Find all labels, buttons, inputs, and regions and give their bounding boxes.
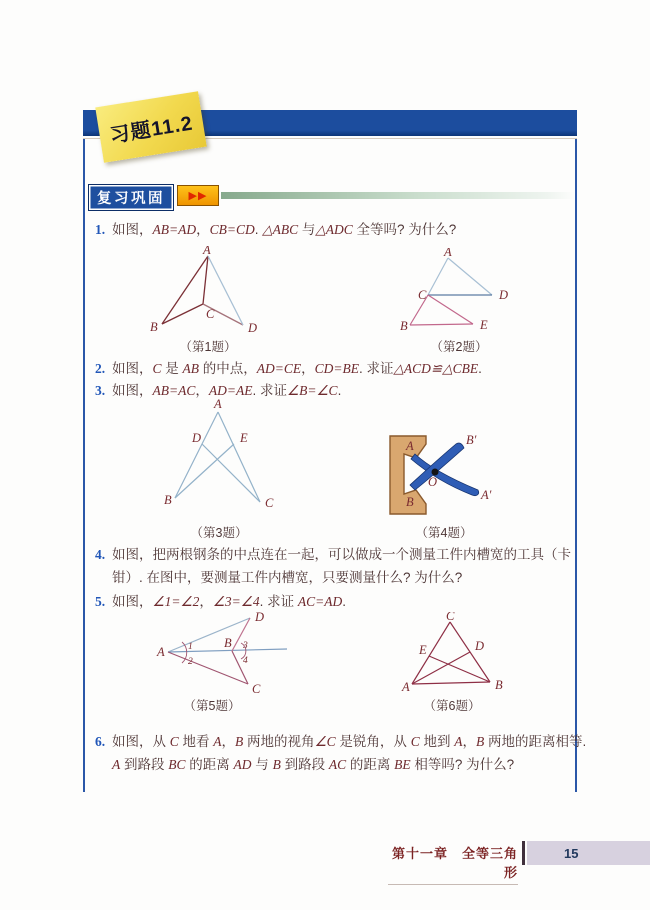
figure-6 — [400, 612, 512, 695]
vertex-label-a: A — [444, 248, 452, 259]
segment-CE — [428, 295, 473, 324]
vertex-label-a: A — [214, 398, 222, 411]
segment-AB — [175, 412, 218, 498]
segment-AB — [162, 256, 208, 324]
vertex-label-b: B — [406, 495, 414, 509]
vertex-label-e: E — [480, 318, 488, 332]
figure-5-caption: （第5题） — [183, 699, 241, 713]
problem-2 — [95, 357, 575, 380]
figure-2 — [395, 248, 545, 332]
problem-number: 1. — [95, 222, 106, 237]
page-number: 15 — [564, 845, 579, 861]
problem-number: 6. — [95, 734, 106, 749]
page-frame-right — [575, 139, 577, 792]
figure-3-caption: （第3题） — [190, 526, 248, 540]
problem-number: 3. — [95, 383, 106, 398]
vertex-label-c: C — [265, 496, 274, 510]
angle-label-1: 1 — [188, 642, 193, 652]
segment-AC — [218, 412, 260, 502]
vertex-label-e: E — [419, 643, 427, 657]
problem-number: 2. — [95, 361, 106, 376]
segment-AD — [448, 258, 492, 295]
problem-text: 如图，AB=AC，AD=AE. 求证∠B=∠C. — [112, 383, 342, 398]
vertex-label-a: A — [203, 246, 211, 257]
figure-1-caption: （第1题） — [179, 340, 237, 354]
vertex-label-d: D — [475, 639, 485, 653]
page-frame-left — [83, 139, 85, 792]
footer-divider — [522, 841, 525, 865]
vertex-label-b-prime: B′ — [466, 433, 477, 447]
section-arrows-icon: ▶▶ — [177, 185, 219, 206]
angle-label-2: 2 — [188, 657, 193, 667]
vertex-label-a: A — [402, 680, 410, 694]
figure-4 — [382, 430, 524, 518]
figure-5 — [155, 612, 303, 700]
section-rule — [221, 192, 575, 199]
vertex-label-o: O — [428, 475, 438, 489]
vertex-label-d: D — [192, 431, 202, 445]
vertex-label-d: D — [248, 321, 258, 335]
vertex-label-a: A — [406, 439, 414, 453]
footer-page-strip — [527, 841, 650, 865]
problem-4 — [95, 543, 575, 589]
vertex-label-b: B — [150, 320, 158, 334]
problem-text: 如图，从 C 地看 A，B 两地的视角∠C 是锐角，从 C 地到 A，B 两地的距离相等. A 到路段 BC 的距离 AD 与 B 到路段 AC 的距离 BE 相等吗? 为什么? — [112, 734, 587, 772]
vertex-label-a: A — [157, 645, 165, 659]
vertex-label-c: C — [206, 307, 215, 321]
problem-1 — [95, 218, 575, 241]
angle-label-4: 4 — [243, 656, 248, 666]
problem-text: 如图，C 是 AB 的中点，AD=CE，CD=BE. 求证△ACD≌△CBE. — [112, 361, 482, 376]
angle-label-3: 3 — [243, 641, 248, 651]
figure-1 — [142, 246, 262, 336]
problem-6 — [95, 730, 587, 776]
segment-AC — [428, 258, 448, 295]
segment-BE — [175, 444, 234, 498]
problem-text: 如图，AB=AD，CB=CD. △ABC 与△ADC 全等吗? 为什么? — [112, 222, 457, 237]
vertex-label-b: B — [164, 493, 172, 507]
figure-6-caption: （第6题） — [423, 699, 481, 713]
vertex-label-e: E — [240, 431, 248, 445]
segment-AD — [168, 618, 250, 652]
vertex-label-a-prime: A′ — [481, 488, 492, 502]
vertex-label-c: C — [418, 288, 427, 302]
exercise-title: 习题11.2 — [108, 112, 195, 147]
vertex-label-d: D — [255, 612, 265, 624]
vertex-label-c: C — [252, 682, 261, 696]
vertex-label-b: B — [224, 636, 232, 650]
figure-4-caption: （第4题） — [415, 526, 473, 540]
segment-AB — [412, 682, 490, 684]
sticky-note — [95, 91, 206, 163]
segment-AC — [168, 652, 248, 684]
figure-3 — [150, 398, 290, 510]
problem-5 — [95, 590, 575, 613]
footer-chapter-title: 第十一章 全等三角形 — [388, 843, 518, 885]
section-badge: 复习巩固 — [88, 184, 174, 211]
vertex-label-b: B — [495, 678, 503, 692]
segment-CD — [202, 444, 260, 502]
vertex-label-b: B — [400, 319, 408, 332]
problem-text: 如图，∠1=∠2，∠3=∠4. 求证 AC=AD. — [112, 594, 347, 609]
segment-BE — [410, 324, 473, 325]
vertex-label-d: D — [499, 288, 509, 302]
segment-CA — [412, 622, 450, 684]
vertex-label-c: C — [446, 612, 455, 623]
problem-number: 5. — [95, 594, 106, 609]
figure-2-caption: （第2题） — [430, 340, 488, 354]
problem-number: 4. — [95, 547, 106, 562]
problem-text: 如图，把两根钢条的中点连在一起，可以做成一个测量工件内槽宽的工具（卡 钳）. 在图中，要测量工件内槽宽，只要测量什么? 为什么? — [112, 547, 571, 585]
